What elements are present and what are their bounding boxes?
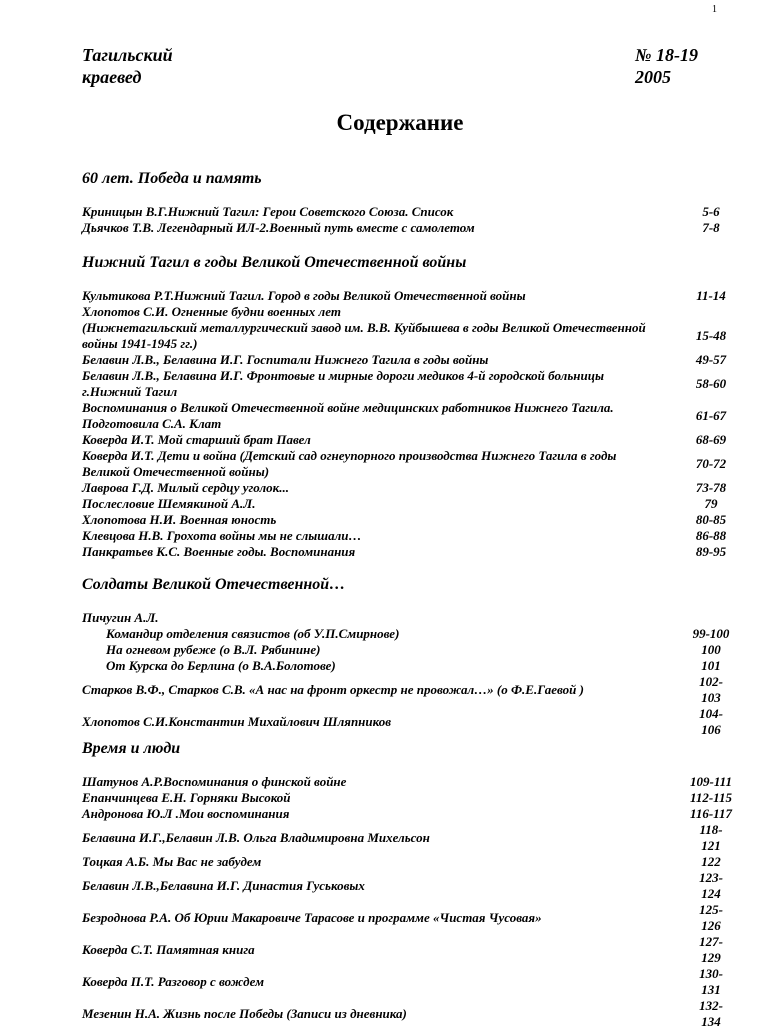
toc-entry: [82, 674, 732, 706]
toc-entry-pages: 7-8: [702, 220, 720, 235]
section-title: 60 лет. Победа и память: [82, 170, 262, 187]
toc-entry-pages: 130-131: [699, 966, 723, 997]
section-title: Нижний Тагил в годы Великой Отечественной войны: [82, 254, 467, 271]
toc-entry-text: Пичугин А.Л.: [82, 610, 159, 625]
toc-entry-pages: 79: [704, 496, 718, 511]
section-entries: [82, 204, 732, 236]
toc-entry: [82, 774, 732, 790]
toc-entry: [82, 642, 732, 658]
toc-entry-text: Коверда П.Т. Разговор с вождем: [82, 974, 264, 989]
toc-entry: [82, 528, 732, 544]
toc-entry: [82, 934, 732, 966]
toc-entry-pages: 104-106: [699, 706, 723, 737]
toc-entry-text: От Курска до Берлина (о В.А.Болотове): [106, 658, 336, 673]
toc-entry-pages: 49-57: [695, 352, 727, 367]
toc-entry: [82, 706, 732, 738]
section-title: Время и люди: [82, 740, 181, 757]
section-entries: [82, 288, 732, 560]
toc-entry: [82, 304, 732, 320]
toc-entry-text: Белавин Л.В., Белавина И.Г. Госпитали Нижнего Тагила в годы войны: [82, 352, 489, 367]
toc-entry-text: Культикова Р.Т.Нижний Тагил. Город в годы Великой Отечественной войны: [82, 288, 526, 303]
toc-entry: [82, 448, 732, 480]
toc-entry: [82, 966, 732, 998]
journal-name-line-2: краевед: [82, 67, 142, 87]
toc-entry-text: Коверда С.Т. Памятная книга: [82, 942, 255, 957]
toc-entry-text: Послесловие Шемякиной А.Л.: [82, 496, 256, 511]
toc-entry: [82, 220, 732, 236]
section-2: [82, 254, 732, 560]
page-number: 1: [712, 4, 717, 15]
section-title: Солдаты Великой Отечественной…: [82, 576, 346, 593]
toc-entry-text: Белавин Л.В.,Белавина И.Г. Династия Гуськовых: [82, 878, 365, 893]
toc-entry-text: Лаврова Г.Д. Милый сердцу уголок...: [82, 480, 289, 495]
toc-entry-text: Старков В.Ф., Старков С.В. «А нас на фронт оркестр не провожал…» (о Ф.Е.Гаевой ): [82, 682, 584, 697]
section-1: [82, 170, 732, 236]
toc-entry-pages: 100: [701, 642, 721, 657]
toc-entry-text: (Нижнетагильский металлургический завод им. В.В. Куйбышева в годы Великой Отечественной войны 1941-1945 гг.): [82, 320, 646, 351]
journal-name: [82, 44, 173, 88]
toc-entry-pages: 15-48: [695, 328, 727, 343]
toc-entry-pages: 127-129: [699, 934, 723, 965]
toc-entry-text: Панкратьев К.С. Военные годы. Воспоминания: [82, 544, 356, 559]
toc-entry: [82, 320, 732, 352]
toc-entry-text: Коверда И.Т. Дети и война (Детский сад огнеупорного производства Нижнего Тагила в годы Великой Отечественной войны): [82, 448, 617, 479]
toc-entry: [82, 368, 732, 400]
toc-entry-pages: 125-126: [699, 902, 723, 933]
toc-entry-text: Коверда И.Т. Мой старший брат Павел: [82, 432, 311, 447]
issue-year: 2005: [635, 67, 671, 87]
toc-entry-text: На огневом рубеже (о В.Л. Рябинине): [106, 642, 321, 657]
toc-entry-pages: 116-117: [690, 806, 732, 821]
toc-entry: [82, 204, 732, 220]
toc-entry-text: Командир отделения связистов (об У.П.Смирнове): [106, 626, 400, 641]
toc-entry-pages: 61-67: [695, 408, 727, 423]
toc-entry-pages: 11-14: [696, 288, 726, 303]
toc-entry: [82, 512, 732, 528]
toc-entry-pages: 99-100: [692, 626, 730, 641]
toc-entry-pages: 123-124: [699, 870, 723, 901]
toc-entry: [82, 496, 732, 512]
toc-entry-text: Хлопотов С.И.Константин Михайлович Шляпников: [82, 714, 392, 729]
section-3: [82, 576, 732, 738]
toc-entry-text: Белавина И.Г.,Белавин Л.В. Ольга Владимировна Михельсон: [82, 830, 430, 845]
toc-entry-pages: 122: [701, 854, 721, 869]
toc-entry-pages: 89-95: [695, 544, 727, 559]
toc-entry: [82, 352, 732, 368]
toc-entry-pages: 109-111: [690, 774, 732, 789]
toc-entry-pages: 68-69: [695, 432, 727, 447]
toc-entry-text: Безроднова Р.А. Об Юрии Макаровиче Тарасове и программе «Чистая Чусовая»: [82, 910, 542, 925]
toc-entry-pages: 112-115: [690, 790, 732, 805]
toc-entry-text: Шатунов А.Р.Воспоминания о финской войне: [82, 774, 347, 789]
toc-entry-pages: 132-134: [699, 998, 723, 1029]
toc-entry: [82, 432, 732, 448]
toc-entry: [82, 854, 732, 870]
toc-entry: [82, 400, 732, 432]
toc-entry-text: Епанчинцева Е.Н. Горняки Высокой: [82, 790, 291, 805]
toc-entry-text: Белавин Л.В., Белавина И.Г. Фронтовые и мирные дороги медиков 4-й городской больницы г.Нижний Тагил: [82, 368, 604, 399]
issue-number: № 18-19: [635, 45, 698, 65]
toc-entry-text: Андронова Ю.Л .Мои воспоминания: [82, 806, 290, 821]
toc-entry: [82, 790, 732, 806]
toc-entry-pages: 118-121: [699, 822, 723, 853]
toc-entry-pages: 73-78: [695, 480, 727, 495]
toc-entry-text: Тоцкая А.Б. Мы Вас не забудем: [82, 854, 262, 869]
page-title: Содержание: [336, 110, 464, 135]
toc-entry-pages: 102-103: [699, 674, 723, 705]
journal-name-line-1: Тагильский: [82, 45, 173, 65]
toc-entry: [82, 288, 732, 304]
section-4: [82, 740, 732, 1030]
toc-entry-pages: 80-85: [695, 512, 727, 527]
toc-entry-pages: 58-60: [695, 376, 727, 391]
toc-entry: [82, 822, 732, 854]
issue-info: [635, 44, 698, 88]
toc-entry-text: Дьячков Т.В. Легендарный ИЛ-2.Военный путь вместе с самолетом: [82, 220, 475, 235]
toc-entry-pages: 70-72: [695, 456, 727, 471]
section-entries: [82, 774, 732, 1030]
toc-entry: [82, 626, 732, 642]
section-entries: [82, 610, 732, 738]
toc-entry: [82, 998, 732, 1030]
toc-entry: [82, 870, 732, 902]
toc-entry: [82, 658, 732, 674]
toc-entry-text: Клевцова Н.В. Грохота войны мы не слышали…: [82, 528, 362, 543]
toc-entry-text: Криницын В.Г.Нижний Тагил: Герои Советского Союза. Список: [82, 204, 454, 219]
toc-entry-pages: 86-88: [695, 528, 727, 543]
toc-entry: [82, 480, 732, 496]
toc-entry-text: Воспоминания о Великой Отечественной войне медицинских работников Нижнего Тагила. Подготовила С.А. Клат: [82, 400, 614, 431]
toc-entry-pages: 101: [701, 658, 721, 673]
toc-entry: [82, 806, 732, 822]
toc-entry-text: Хлопотова Н.И. Военная юность: [82, 512, 277, 527]
toc-entry-text: Мезенин Н.А. Жизнь после Победы (Записи из дневника): [82, 1006, 407, 1021]
toc-entry-pages: 5-6: [702, 204, 720, 219]
toc-entry: [82, 610, 732, 626]
toc-entry: [82, 902, 732, 934]
toc-entry-text: Хлопотов С.И. Огненные будни военных лет: [82, 304, 341, 319]
toc-entry: [82, 544, 732, 560]
